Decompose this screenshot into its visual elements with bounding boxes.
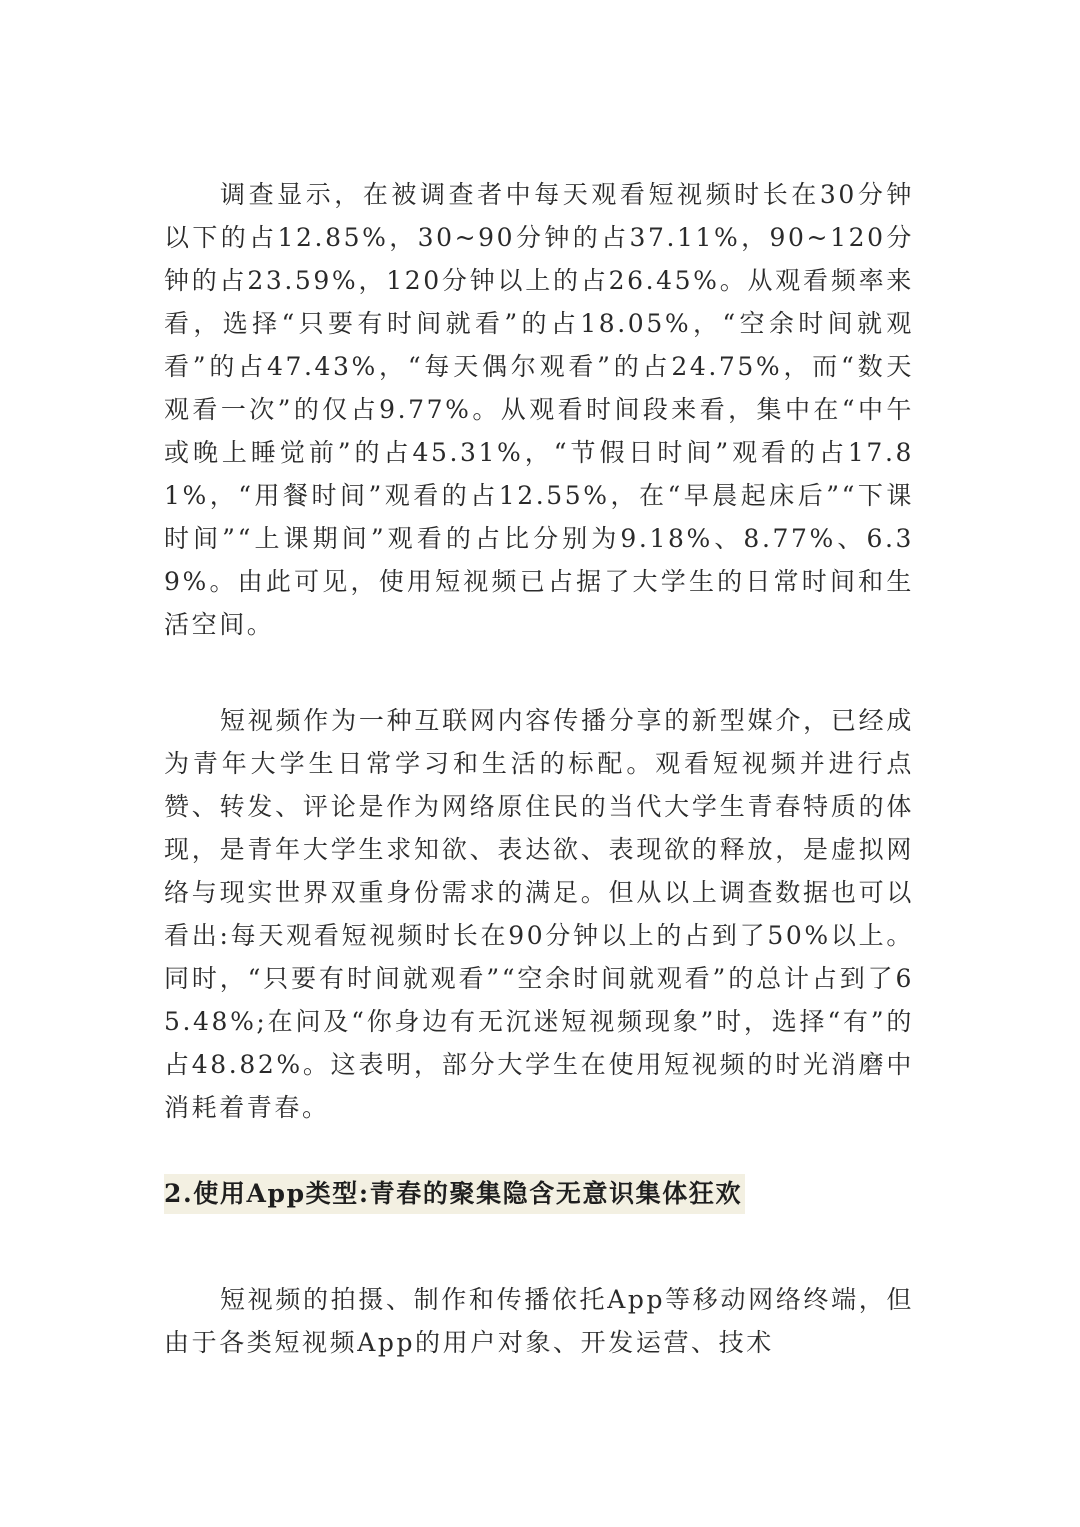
paragraph-short-video-analysis: 短视频作为一种互联网内容传播分享的新型媒介，已经成为青年大学生日常学习和生活的标配。观看短视频并进行点赞、转发、评论是作为网络原住民的当代大学生青春特质的体现，是青年大学生求知欲、表达欲、表现欲的释放，是虚拟网络与现实世界双重身份需求的满足。但从以上调查数据也可以看出:每天观看短视频时长在90分钟以上的占到了50%以上。同时，“只要有时间就观看”“空余时间就观看”的总计占到了65.48%;在问及“你身边有无沉迷短视频现象”时，选择“有”的占48.82%。这表明，部分大学生在使用短视频的时光消磨中消耗着青春。	[164, 706, 914, 1122]
paragraph-survey-results: 调查显示，在被调查者中每天观看短视频时长在30分钟以下的占12.85%，30~90分钟的占37.11%，90~120分钟的占23.59%，120分钟以上的占26.45%。从观看频率来看，选择“只要有时间就看”的占18.05%，“空余时间就观看”的占47.43%，“每天偶尔观看”的占24.75%，而“数天观看一次”的仅占9.77%。从观看时间段来看，集中在“中午或晚上睡觉前”的占45.31%，“节假日时间”观看的占17.81%，“用餐时间”观看的占12.55%，在“早晨起床后”“下课时间”“上课期间”观看的占比分别为9.18%、8.77%、6.39%。由此可见，使用短视频已占据了大学生的日常时间和生活空间。	[164, 180, 914, 639]
section-heading: 2.使用App类型:青春的聚集隐含无意识集体狂欢	[164, 1174, 745, 1214]
paragraph-app-types: 短视频的拍摄、制作和传播依托App等移动网络终端，但由于各类短视频App的用户对象、开发运营、技术	[164, 1285, 914, 1357]
document-body	[164, 173, 914, 1364]
